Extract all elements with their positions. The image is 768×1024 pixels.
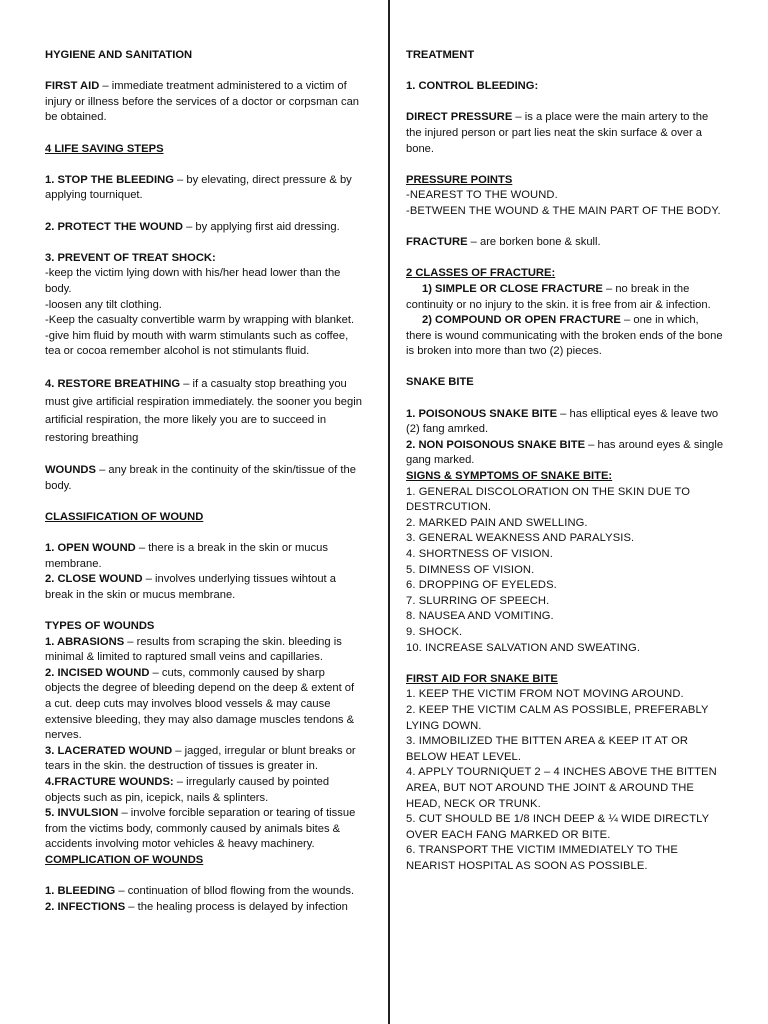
column-divider <box>388 0 390 1024</box>
types-heading: TYPES OF WOUNDS <box>45 620 155 632</box>
list-item: 3. GENERAL WEAKNESS AND PARALYSIS. <box>406 532 635 545</box>
page-title: HYGIENE AND SANITATION <box>45 49 193 61</box>
non-poisonous-snake-bite: 2. NON POISONOUS SNAKE BITE – has around eyes & single gang marked. <box>406 438 724 467</box>
simple-fracture: 1) SIMPLE OR CLOSE FRACTURE – no break in the continuity or no injury to the skin. it is free from air & infection. <box>406 282 711 311</box>
list-item: 1. GENERAL DISCOLORATION ON THE SKIN DUE TO DESTRCUTION. <box>406 485 691 514</box>
step-3-line: -Keep the casualty convertible warm by wrapping with blanket. <box>45 314 355 327</box>
list-item: 5. DIMNESS OF VISION. <box>406 563 535 576</box>
list-item: 4. APPLY TOURNIQUET 2 – 4 INCHES ABOVE THE BITTEN AREA, BUT NOT AROUND THE JOINT & AROUND THE HEAD, NECK OR TRUNK. <box>406 766 717 810</box>
fracture-definition: FRACTURE – are borken bone & skull. <box>406 236 601 249</box>
direct-pressure: DIRECT PRESSURE – is a place were the main artery to the the injured person or part lies neat the skin surface & over a bone. <box>406 111 709 155</box>
list-item: 5. CUT SHOULD BE 1/8 INCH DEEP & ¼ WIDE DIRECTLY OVER EACH FANG MARKED OR BITE. <box>406 813 710 841</box>
list-item: 2. MARKED PAIN AND SWELLING. <box>406 516 588 529</box>
list-item: 6. TRANSPORT THE VICTIM IMMEDIATELY TO THE NEARIST HOSPITAL AS SOON AS POSSIBLE. <box>406 844 678 872</box>
step-3-line: -keep the victim lying down with his/her head lower than the body. <box>45 267 341 295</box>
open-wound: 1. OPEN WOUND – there is a break in the skin or mucus membrane. <box>45 542 328 570</box>
life-saving-heading: 4 LIFE SAVING STEPS <box>45 142 164 155</box>
right-column <box>406 48 726 874</box>
step-4: 4. RESTORE BREATHING – if a casualty stop breathing you must give artificial respiration immediately. the sooner you begin artificial respiration, the more likely you are to succeed in restoring breathing <box>45 378 362 445</box>
classification-heading: CLASSIFICATION OF WOUND <box>45 510 204 523</box>
list-item: 1. KEEP THE VICTIM FROM NOT MOVING AROUND. <box>406 688 684 701</box>
close-wound: 2. CLOSE WOUND – involves underlying tissues wihtout a break in the skin or mucus membrane. <box>45 573 336 601</box>
step-1: 1. STOP THE BLEEDING – by elevating, direct pressure & by applying tourniquet. <box>45 173 352 202</box>
wound-type: 3. LACERATED WOUND – jagged, irregular or blunt breaks or tears in the skin. the destruction of tissues is greater in. <box>45 744 356 773</box>
first-aid-definition: FIRST AID – immediate treatment administered to a victim of injury or illness before the services of a doctor or corpsman can be obtained. <box>45 80 360 124</box>
step-3: 3. PREVENT OF TREAT SHOCK: -keep the victim lying down with his/her head lower than the body. -loosen any tilt clothing. -Keep the casualty convertible warm by wrapping with blanket. -give him fluid by mouth with warm stimulants such as coffee, tea or cocoa remember alcohol is not stimulants fluid. <box>45 251 363 360</box>
list-item: 10. INCREASE SALVATION AND SWEATING. <box>406 641 641 654</box>
wound-type: 1. ABRASIONS – results from scraping the skin. bleeding is minimal & limited to raptured small veins and capillaries. <box>45 635 342 664</box>
signs-heading: SIGNS & SYMPTOMS OF SNAKE BITE: <box>406 470 613 483</box>
step-3-line: -loosen any tilt clothing. <box>45 298 162 311</box>
snake-bite-heading: SNAKE BITE <box>406 376 474 389</box>
left-column <box>45 48 363 915</box>
list-item: 3. IMMOBILIZED THE BITTEN AREA & KEEP IT AT OR BELOW HEAT LEVEL. <box>406 735 689 763</box>
list-item: 2. KEEP THE VICTIM CALM AS POSSIBLE, PREFERABLY LYING DOWN. <box>406 703 709 732</box>
control-bleeding-heading: 1. CONTROL BLEEDING: <box>406 80 539 93</box>
list-item: 7. SLURRING OF SPEECH. <box>406 594 550 607</box>
pressure-point: -NEAREST TO THE WOUND. <box>406 189 558 202</box>
list-item: 4. SHORTNESS OF VISION. <box>406 548 553 560</box>
treatment-heading: TREATMENT <box>406 49 475 61</box>
complication-heading: COMPLICATION OF WOUNDS <box>45 853 204 866</box>
compound-fracture: 2) COMPOUND OR OPEN FRACTURE – one in which, there is wound communicating with the broken ends of the bone is broken into more than two (2) pieces. <box>406 314 723 358</box>
list-item: 9. SHOCK. <box>406 625 463 638</box>
wounds-definition: WOUNDS – any break in the continuity of the skin/tissue of the body. <box>45 464 356 492</box>
step-2: 2. PROTECT THE WOUND – by applying first aid dressing. <box>45 220 340 233</box>
first-aid-snake-heading: FIRST AID FOR SNAKE BITE <box>406 672 558 685</box>
first-aid-snake-list <box>406 687 726 874</box>
step-3-line: -give him fluid by mouth with warm stimulants such as coffee, tea or cocoa remember alcohol is not stimulants fluid. <box>45 329 349 358</box>
complication-item: 1. BLEEDING – continuation of bllod flowing from the wounds. <box>45 885 355 898</box>
list-item: 8. NAUSEA AND VOMITING. <box>406 610 554 623</box>
classes-heading: 2 CLASSES OF FRACTURE: <box>406 267 556 280</box>
wound-type: 4.FRACTURE WOUNDS: – irregularly caused by pointed objects such as pin, icepick, nails & splinters. <box>45 775 330 804</box>
signs-list <box>406 485 726 657</box>
pressure-points-heading: PRESSURE POINTS <box>406 173 513 186</box>
wound-type: 5. INVULSION – involve forcible separation or tearing of tissue from the victims body, commonly caused by animals bites & accidents involving motor vehicles & heavy machinery. <box>45 807 356 851</box>
list-item: 6. DROPPING OF EYELEDS. <box>406 579 557 592</box>
poisonous-snake-bite: 1. POISONOUS SNAKE BITE – has elliptical eyes & leave two (2) fang amrked. <box>406 407 719 436</box>
pressure-point: -BETWEEN THE WOUND & THE MAIN PART OF THE BODY. <box>406 204 721 217</box>
wound-type: 2. INCISED WOUND – cuts, commonly caused by sharp objects the degree of bleeding depend on the deep & extent of a cut. deep cuts may involves blood vessels & may cause extensive bleeding, they may also damage muscles tendons & nerves. <box>45 666 355 742</box>
complication-item: 2. INFECTIONS – the healing process is delayed by infection <box>45 900 348 913</box>
